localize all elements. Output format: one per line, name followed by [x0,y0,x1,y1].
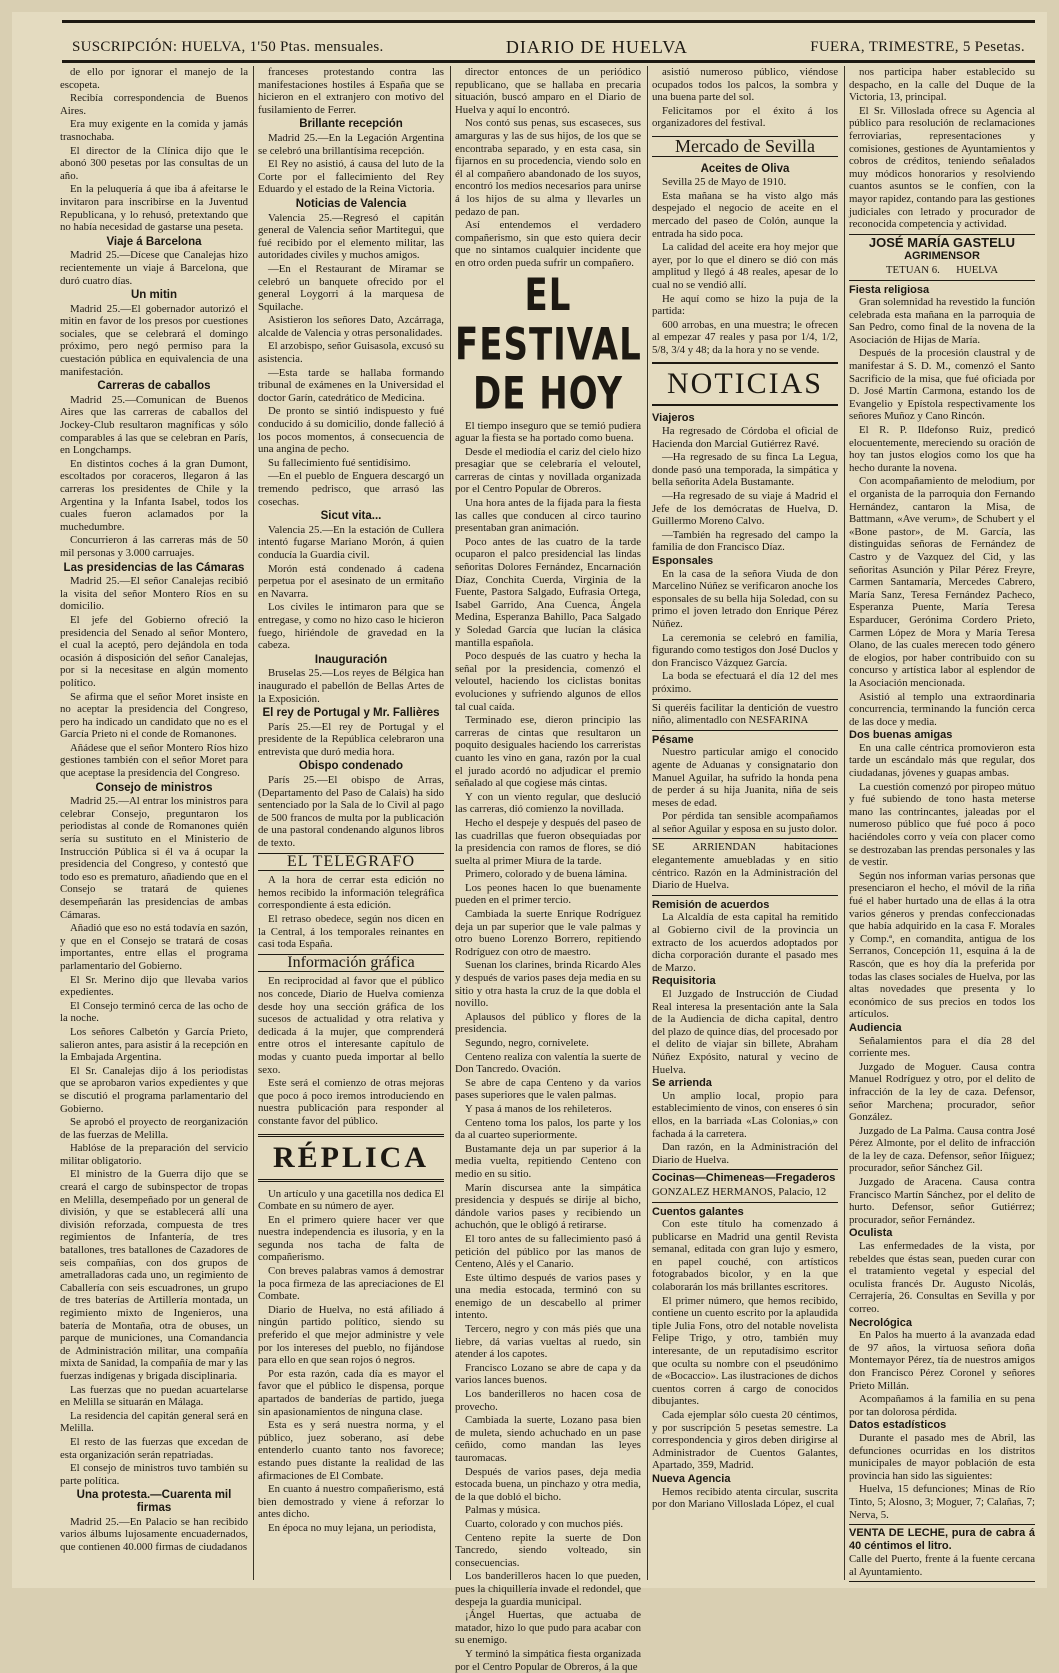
article-text: Desde el mediodía el cariz del cielo hizo presagiar que se celebraría el veloutel, carreras de cintas y novillada organizada por el Centro Popular de Obreros. [455,445,641,496]
article-text: Bustamante deja un par superior á la media vuelta, repitiendo Centeno con medio en su sitio. [455,1142,641,1180]
section-heading: Obispo condenado [298,760,404,773]
article-text: Poco antes de las cuatro de la tarde ocuparon el palco presidencial las lindas señoritas Dolores Fernández, Encarnación Díaz, Conchita Cuerda, Virginia de la Fuente, Pastora Salgado, Eufrasia Ortega, Isabel Garrido, Ana Cuenca, Ángela Medina, Esperanza Bahillo, Paca Salgado y Soledad García que lucían la clásica mantilla española. [455,535,641,649]
article-text: Se abre de capa Centeno y da varios pases superiores que le valen palmas. [455,1076,641,1102]
article-text: Ha regresado de Córdoba el oficial de Hacienda don Marcial Gutiérrez Ravé. [652,425,838,450]
article-text: La Alcaldía de esta capital ha remitido al Gobierno civil de la provincia un extracto de los acuerdos adoptados por dicha corporación durante el pasado mes de Marzo. [652,911,838,974]
article-text: Nos contó sus penas, sus escaseces, sus amarguras y las de sus hijos, de los que se encontraba separado, y en esta casa, sin fijarnos en su procedencia, viendo solo en él al compañero abandonado de los suyos, encontró los medios necesarios para unirse á los hijos de su alma y llevarles un pedazo de pan. [455,117,641,218]
article-text: Así entendemos el verdadero compañerismo, sin que esto quiera decir que no sintamos cualquier incidente que en otro orden pueda sufrir un compañero. [455,219,641,269]
leche-ad [849,1524,1035,1582]
section-heading: Aceites de Oliva [700,162,790,175]
article-text: Los peones hacen lo que buenamente pueden en el primer tercio. [455,881,641,907]
article-text: Juzgado de Moguer. Causa contra Manuel Rodríguez y otro, por el delito de infracción de la ley de caza. Defensor, señor Marchena; procurador, señor González. [849,1060,1035,1124]
article-text: Los banderilleros hacen lo que pueden, pues la chiquillería invade el redondel, que despeja la guardia municipal. [455,1570,641,1608]
article-text: Una hora antes de la fijada para la fiesta las calles que conducen al circo taurino presentaban gran animación. [455,497,641,535]
ad-text: Si queréis facilitar la dentición de vuestro niño, alimentadlo con NESFARINA [652,701,838,727]
ad-text: JOSÉ MARÍA GASTELU [868,234,1016,250]
article-text: Dan razón, en la Administración del Diario de Huelva. [652,1141,838,1166]
article-text: Los señores Calbetón y García Prieto, salieron antes, para asistir á la recepción en la Embajada Argentina. [60,1025,248,1064]
article-text: Con breves palabras vamos á demostrar la poca firmeza de las apreciaciones de El Combate. [258,1265,444,1303]
article-text: Primero, colorado y de buena lámina. [465,868,628,881]
section-heading: Requisitoria [652,975,716,988]
article-text: El primer número, que hemos recibido, contiene un cuento escrito por la aplaudida tiple Julia Fons, otro del notable novelista Felipe Trigo, y otro, también muy interesante, de un reputadísimo escritor que oculta su nombre con el pseudónimo de «Bocaccio». Las ilustraciones de dichos cuentos corren á cargo de conocidos dibujantes. [652,1294,838,1408]
article-text: Y pasa á manos de los rehileteros. [465,1102,612,1115]
article-text: En la peluquería á que iba á afeitarse le invitaron para inscribirse en la Juventud Republicana, y lo rehusó, pretextando que no había necesidad de gastarse una peseta. [60,183,248,234]
article-text: Recibía correspondencia de Buenos Aires. [60,92,248,117]
telegraph-heading: EL TELEGRAFO [258,853,444,872]
article-text: Madrid 25.—Dícese que Canalejas hizo recientemente un viaje á Barcelona, que duró cuatro días. [60,249,248,287]
article-text: Huelva, 15 defunciones; Minas de Río Tinto, 5; Alosno, 3; Moguer, 7; Calañas, 7; Nerva, 5. [849,1483,1035,1521]
column-separator [450,66,451,1580]
article-text: En Palos ha muerto á la avanzada edad de 97 años, la virtuosa señora doña Montemayor Pérez, tía de nuestros amigos don Francisco Pérez Coronel y señores Prieto Millán. [849,1329,1035,1392]
article-text: La residencia del capitán general será en Melilla. [60,1409,248,1435]
article-text: Valencia 25.—Regresó el capitán general de Valencia señor Martitegui, que fué recibido por el elemento militar, las autoridades civiles y muchos amigos. [258,211,444,262]
section-heading: Audiencia [849,1021,902,1034]
festival-heading: EL FESTIVAL DE HOY [455,269,642,420]
article-text: París 25.—El rey de Portugal y el presidente de la República celebraron una entrevista que duró media hora. [258,720,444,758]
article-text: director entonces de un periódico republicano, que se hallaba en precaria situación, buscó amparo en el Diario de Huelva y aquí lo encontró. [455,66,641,116]
article-text: El toro antes de su fallecimiento pasó á petición del público por las manos de Centeno, Alés y el Canario. [455,1232,641,1271]
column-separator [253,66,254,1580]
article-text: Bruselas 25.—Los reyes de Bélgica han inaugurado el pabellón de Bellas Artes de la Exposición. [258,667,444,705]
header-rule [62,60,1035,63]
article-text: Después de varios pases, deja media estocada buena, un pinchazo y otra media, de la que dobló el bicho. [455,1465,641,1503]
article-text: Asistieron los señores Dato, Azcárraga, alcalde de Valencia y otras personalidades. [258,314,444,339]
article-text: Hablóse de la preparación del servicio militar obligatorio. [60,1142,248,1167]
article-text: Y con un viento regular, que deslució las carreras, dió comienzo la novillada. [455,790,641,816]
article-text: Madrid 25.—El gobernador autorizó el mitin en favor de los presos por cuestiones sociales, que se celebrará el domingo próximo, pero negó permiso para la cuestación pública en equivalencia de una manifestación. [60,302,248,378]
newspaper-page [12,12,1047,1673]
article-text: De pronto se sintió indispuesto y fué conducido á su domicilio, donde falleció á los pocos momentos, á consecuencia de una angina de pecho. [258,405,444,456]
article-text: Francisco Lozano se abre de capa y da varios lances buenos. [455,1361,641,1387]
article-text: El jefe del Gobierno ofreció la presidencia del Senado al señor Montero, el cual la aceptó, pero dejándola en toda ocasión á disposición del señor Canalejas, por si la necesitase en algún momento político. [60,613,248,689]
article-text: Las enfermedades de la vista, por rebeldes que éstas sean, pueden curar con el tratamiento vegetal y especial del oculista francés Dr. Augusto Nicolás, Cerrajería, 26. Consultas en Sevilla y por correo. [849,1240,1035,1315]
article-text: En una calle céntrica promovieron esta tarde un escándalo más que regular, dos ciudadanas, jóvenes y guapas ambas. [849,741,1035,780]
newspaper-title: DIARIO DE HUELVA [505,36,688,57]
article-text: Era muy exigente en la comida y jamás trasnochaba. [60,118,248,143]
article-text: Gran solemnidad ha revestido la función celebrada esta mañana en la parroquia de San Pedro, como final de la novena de la Asociación de Hijas de María. [849,296,1035,346]
article-text: Este último después de varios pases y una media estocada, terminó con su enemigo de un descabello al primer intento. [455,1271,641,1322]
article-text: El tiempo inseguro que se temió pudiera aguar la fiesta se ha portado como buena. [455,419,641,445]
article-text: Aplausos del público y flores de la presidencia. [455,1010,641,1036]
article-text: En el primero quiere hacer ver que nuestra independencia es ilusoria, y en la segunda nos tacha de falta de compañerismo. [258,1213,444,1264]
article-text: —En el pueblo de Enguera descargó un tremendo pedrisco, que arrasó las cosechas. [258,470,444,508]
article-text: La calidad del aceite era hoy mejor que ayer, por lo que el dinero se dió con más amplitud y llegó á 48 reales, apesar de lo cual no se vendió allí. [652,241,838,291]
section-heading: Noticias de Valencia [295,197,407,210]
article-text: Juzgado de Aracena. Causa contra Francisco Martín Sánchez, por el delito de hurto. Defensor, señor Gutiérrez; procurador, señor Fernández. [849,1176,1035,1226]
article-text: Concurrieron á las carreras más de 50 mil personas y 3.000 carruajes. [60,534,248,559]
article-text: —Ha regresado de su viaje á Madrid el Jefe de los demócratas de Huelva, D. Guillermo Moreno Calvo. [652,490,838,528]
column-4 [652,66,838,1580]
section-heading: Se arrienda [652,1077,712,1090]
article-text: La cuestión comenzó por piropeo mútuo y fué subiendo de tono hasta meterse mano las contrincantes, jaleadas por el numeroso público que fué poco á poco haciéndoles corro y veía con placer como se destrozaban las prendas personales y las de vestir. [849,780,1035,869]
gastelu-ad [849,234,1035,281]
column-1 [60,66,248,1580]
ad-text: Cocinas—Chimeneas—Fregaderos [652,1172,836,1185]
article-text: En la casa de la señora Viuda de don Marcelino Núñez se verificaron anoche los esponsales de su bella hija Soledad, con su primo el joven letrado don Enrique Pérez Núñez. [652,567,838,630]
article-text: Se afirma que el señor Moret insiste en no aceptar la presidencia del Congreso, pero ha indicado un candidato que no es el García Prieto ni el conde de Romanones. [60,690,248,741]
ad-text: SE ARRIENDAN habitaciones elegantemente amuebladas y en sitio céntrico. Razón en la Administración del Diario de Huelva. [652,841,838,892]
article-text: El Consejo terminó cerca de las ocho de la noche. [60,999,248,1025]
replica-heading: RÉPLICA [258,1134,444,1182]
article-text: —Ha regresado de su finca La Legua, donde pasó una temporada, la simpática y bella señorita Adela Bustamante. [652,451,838,489]
article-text: El R. P. Ildefonso Ruiz, predicó elocuentemente, mereciendo su oración de hoy tan justos elogios como los que ha hecho durante la novena. [849,424,1035,474]
article-text: Marín discursea ante la simpática presidencia y después se dirije al bicho, dándole varios pases y recibiendo un achuchón, que le obligó á retirarse. [455,1181,641,1232]
article-text: Cambiada la suerte, Lozano pasa bien de muleta, siendo achuchado en un pase ceñido, como mandan las leyes tauromacas. [455,1414,641,1464]
column-separator [647,66,648,1580]
article-text: Centeno realiza con valentía la suerte de Don Tancredo. Ovación. [455,1050,641,1076]
ad-text: AGRIMENSOR [904,250,980,263]
article-text: Madrid 25.—El señor Canalejas recibió la visita del señor Montero Ríos en su domicilio. [60,575,248,613]
column-2 [258,66,444,1580]
article-text: La ceremonia se celebró en familia, figurando como testigos don José Duclos y don Francisco Vázquez García. [652,631,838,669]
article-text: Madrid 25.—Al entrar los ministros para celebrar Consejo, preguntaron los periodistas al conde de Romanones quién sería su sustituto en el Ministerio de Instrucción Pública si él va á ocupar la presidencia del Congreso, y contestó que todo eso es prematuro, añadiendo que en el Consejo se tratará de quienes desempeñarán las presidencias de ambas Cámaras. [60,795,248,921]
article-text: nos participa haber establecido su despacho, en la calle del Duque de la Victoria, 13, principal. [849,66,1035,104]
section-heading: Oculista [849,1227,893,1240]
article-text: El Juzgado de Instrucción de Ciudad Real interesa la presentación ante la Sala de la Audiencia de dicha capital, dentro del plazo de quince días, del procesado por el delito de viajar sin billete, Abraham Núñez Expósito, natural y vecino de Huelva. [652,988,838,1076]
article-text: Hemos recibido atenta circular, suscrita por don Mariano Villoslada López, el cual [652,1485,838,1511]
section-heading: Fiesta religiosa [849,283,930,296]
article-text: Los banderilleros no hacen cosa de provecho. [455,1388,641,1413]
ad-text: GONZALEZ HERMANOS, Palacio, 12 [652,1185,827,1198]
article-text: Acompañamos á la familia en su pena por tan dolorosa pérdida. [849,1393,1035,1418]
top-rule [62,20,1035,23]
article-text: Con acompañamiento de melodium, por el organista de la parroquia don Fernando Hernández, cantaron la Misa, de Battmann, «Ave verum», de Schubert y el «Bone pastor», de M. García, las distinguidas señoras de Fernández de Castro y de Vazquez del Cid, y las señoritas Asunción y Pilar Pérez Freyre, Carmen Santamaría, Mercedes Cabrero, María Sanz, Teresa Fernández Pacheco, Esperanza Puente, María Teresa Esparducer, Gerónima Cordero Prieto, Carmen López de Mora y María Teresa Olano, de las cuales merecen todo género de elogios, por haber contribuido con su concurso y artística labor al esplendor de la Asociación mencionada. [849,475,1035,689]
column-3 [455,66,642,1673]
section-heading: Un mitin [131,289,177,302]
article-text: Centeno toma los palos, los parte y los da al cuarteo superiormente. [455,1116,641,1142]
article-text: Felicitamos por el éxito á los organizadores del festival. [652,104,838,130]
article-text: El director de la Clínica dijo que le abonó 300 pesetas por las consultas de un año. [60,144,248,182]
article-text: Nuestro particular amigo el conocido agente de Aduanas y consignatario don Manuel Aguilar, ha sufrido la honda pena de perder á su hija Juanita, niña de seis meses de edad. [652,746,838,809]
ad-text: Calle del Puerto, frente á la fuente cercana al Ayuntamiento. [849,1553,1035,1578]
article-text: Madrid 25.—En Palacio se han recibido varios álbums lujosamente encuadernados, que contienen 40.000 firmas de ciudadanos [60,1515,248,1553]
article-text: El ministro de la Guerra dijo que se creará el cargo de subinspector de tropas en Melilla, desempeñado por un general de división, y que se establecerá allí una división reforzada, compuesta de tres regimientos de Infantería, de tres batallones, tres batallones de Cazadores de seis compañías, con dos grupos de ametralladoras cada uno, un regimiento de Caballería con seis escuadrones, un grupo de tres baterías de Artillería montada, un regimiento mixto de Ingenieros, una batería de Montaña, otra de obuses, un parque de municiones, una Comandancia de Administración militar, una compañía mixta de Sanidad, la compañía de mar y las fuerzas indígenas y brigada disciplinaria. [60,1168,248,1382]
article-text: El retraso obedece, según nos dicen en la Central, á los temporales reinantes en casi toda España. [258,913,444,951]
section-heading: Sicut vita... [320,510,382,523]
ad-city: HUELVA [956,263,999,276]
section-heading: Remisión de acuerdos [652,898,770,911]
article-text: Palmas y música. [465,1504,541,1517]
section-heading: Cuentos galantes [652,1205,744,1218]
section-heading: Nueva Agencia [652,1472,731,1485]
article-text: La boda se efectuará el día 12 del mes próximo. [652,670,838,695]
article-text: Y terminó la simpática fiesta organizada por el Centro Popular de Obreros, á la que [455,1647,641,1673]
masthead [72,35,1025,59]
section-heading: Consejo de ministros [95,781,213,794]
nesfarina-ad [652,699,838,731]
article-text: A la hora de cerrar esta edición no hemos recibido la información telegráfica correspondiente á esta edición. [258,874,444,912]
article-text: París 25.—El obispo de Arras, (Departamento del Paso de Calais) ha sido sentenciado por la Sala de lo Civil al pago de 500 francos de multa por la publicación de una pastoral condenando algunos libros de texto. [258,774,444,850]
mercado-heading: Mercado de Sevilla [652,136,838,157]
article-text: —En el Restaurant de Miramar se celebró un banquete ofrecido por el general Loygorri á la marquesa de Squilache. [258,262,444,313]
article-text: Señalamientos para el día 28 del corriente mes. [849,1034,1035,1060]
ad-text [849,264,1035,277]
gonzalez-ad [652,1169,838,1202]
article-text: El arzobispo, señor Guisasola, excusó su asistencia. [258,340,445,366]
article-text: Suenan los clarines, brinda Ricardo Ales y después de varios pases deja media en su sitio y otra hasta la cruz de la que dobla el novillo. [455,959,641,1010]
article-text: Un artículo y una gacetilla nos dedica El Combate en su número de ayer. [258,1187,444,1213]
article-text: Se aprobó el proyecto de reorganización de las fuerzas de Melilla. [60,1116,248,1141]
section-heading: Pésame [652,733,694,746]
section-heading: Brillante recepción [299,118,403,131]
article-text: El Sr. Villoslada ofrece su Agencia al público para resolución de reclamaciones ferroviarias, representaciones y comisiones, gestiones de Ayuntamientos y cobros de créditos, teniendo señalados muy módicos honorarios y resolviendo cuantos asuntos se le confíen, con la mayor rapidez, contando para las gestiones judiciales con letrado y procurador de reconocida competencia y actividad. [849,104,1035,231]
article-text: Esta es y será nuestra norma, y el público, juez soberano, así debe entenderlo cuanto tanto nos favorece; estando pues distante la realidad de las afirmaciones de El Combate. [258,1419,444,1482]
article-text: franceses protestando contra las manifestaciones hostiles á España que se hicieron en el extranjero con motivo del fusilamiento de Ferrer. [258,66,444,116]
article-text: Añádese que el señor Montero Ríos hizo gestiones también con el señor Moret para que aceptase la presidencia del Congreso. [60,741,248,780]
info-grafica-heading: Información gráfica [258,954,444,973]
article-text: asistió numeroso público, viéndose ocupados todos los palcos, la sombra y una buena parte del sol. [652,66,838,104]
article-text: de ello por ignorar el manejo de la escopeta. [60,66,248,91]
article-text: En época no muy lejana, un periodista, [268,1521,436,1534]
article-text: Tercero, negro y con más piés que una liebre, dá varias vueltas al ruedo, sin atender á los capotes. [455,1323,641,1361]
section-heading: Esponsales [652,555,714,567]
article-text: He aquí como se hizo la puja de la partida: [652,292,838,318]
article-text: Segundo, negro, cornivelete. [465,1037,589,1049]
article-text: Juzgado de La Palma. Causa contra José Pérez Almonte, por el delito de infracción de la ley de caza. Defensor, señor Iñiguez; procurador, señor Sánchez Gil. [849,1124,1035,1175]
article-text: Añadió que eso no está todavía en sazón, y que en el Consejo se tratará de cosas importantes, entre ellas el programa parlamentario del Gobierno. [60,922,248,972]
article-text: Poco después de las cuatro y hecha la señal por la presidencia, comenzó el veloutel, haciendo los ciclistas bonitas evoluciones y sufriendo algunos de ellos tal cual caída. [455,650,641,713]
article-text: El Rey no asistió, á causa del luto de la Corte por el fallecimiento del Rey Eduardo y el estado de la Reina Victoria. [258,158,444,196]
noticias-heading: NOTICIAS [652,362,838,406]
article-text: El Sr. Canalejas dijo á los periodistas que se aprobaron varios expedientes y que se discutió el programa parlamentario del Gobierno. [60,1064,248,1115]
article-text: En distintos coches á la gran Dumont, escoltados por coraceros, llegaron á las carreras los presidentes de Chile y la Argentina y la Infanta Isabel, todos los cuales fueron aclamados por la muchedumbre. [60,457,248,533]
article-text: Hecho el despeje y después del paseo de las cuadrillas que fueron obsequiadas por la presidencia con ramos de flores, se dió suelta al primer Miura de la tarde. [455,816,641,867]
article-text: Su fallecimiento fué sentidísimo. [268,456,411,469]
article-text: Madrid 25.—Comunican de Buenos Aires que las carreras de caballos del Jockey-Club resultaron magníficas y sólo comparables á las que se celebran en París, en Longchamps. [60,393,248,457]
article-text: Según nos informan varias personas que presenciaron el hecho, el móvil de la riña fué el haber hurtado una de ellas á la otra varios géneros y prendas confeccionadas que había adquirido en la casa F. Morales y Comp.ª, en comandita, antigua de los Serranos, Concepción 11, esquina á la de Rascón, que es hoy día la preferida por todas las clases sociales de Huelva, por las altas novedades que presenta y lo económico de sus precios en todos los artículos. [849,869,1035,1021]
article-text: Cuarto, colorado y con muchos piés. [465,1517,624,1530]
article-text: Por esta razón, cada día es mayor el favor que el público le dispensa, porque apartados de banderías de partido, juega sin apasionamientos de ninguna clase. [258,1367,444,1418]
article-text: Por pérdida tan sensible acompañamos al señor Aguilar y esposa en su justo dolor. [652,810,838,835]
article-text: Diario de Huelva, no está afiliado á ningún partido político, siendo su preferido el que mejor administre y vele por los intereses del pueblo, no fijándose para ello en que sean rojos ó negros. [258,1303,444,1367]
subscription-local: SUSCRIPCIÓN: HUELVA, 1'50 Ptas. mensuales. [72,38,384,55]
article-text: Un amplio local, propio para establecimiento de vinos, con enseres ó sin ellos, en la barriada «Las Colonias,» con fachada á la carretera. [652,1089,838,1140]
article-text: Con este título ha comenzado á publicarse en Madrid una gentil Revista semanal, editada con gran lujo y esmero, en papel couché, con artísticos fotograbados bicolor, y en la que colaborarán los más brillantes escritores. [652,1218,838,1294]
article-text: —También ha regresado del campo la familia de don Francisco Díaz. [652,528,838,554]
section-heading: Viajeros [652,412,695,425]
rent-ad [652,838,838,895]
article-text: Esta mañana se ha visto algo más despejado el negocio de aceite en el mercado del paseo de Colón, aunque la entrada ha sido poca. [652,189,838,240]
article-text: Después de la procesión claustral y de manifestar á S. D. M., comenzó el Santo Sacrificio de la misa, que fué oficiada por D. José Martín Carmona, estando los de Evangelio y Epístola respectivamente los señores Muñoz y Cano Rincón. [849,347,1035,423]
article-text: Durante el pasado mes de Abril, las defunciones ocurridas en los distritos municipales de mayor población de esta provincia han sido las siguientes: [849,1431,1035,1482]
article-text: —Esta tarde se hallaba formando tribunal de exámenes en la Universidad el doctor Garín, catedrático de Medicina. [258,366,444,404]
ad-address: TETUAN 6. [885,263,940,276]
section-heading: Datos estadísticos [849,1419,947,1432]
section-heading: Una protesta.—Cuarenta mil firmas [76,1489,232,1514]
section-heading: Inauguración [314,653,388,666]
article-text: Terminado ese, dieron principio las carreras de cintas que resultaron un poquito desiguales haciendo los carreristas cuanto les vino en gana, razón por la cual el jurado acordó no adjudicar el premio señalado al que cogiese más cintas. [455,714,641,790]
article-text: Los civiles le intimaron para que se entregase, y como no hizo caso le hicieron fuego, hiriéndole de gravedad en la cabeza. [258,601,444,652]
section-heading: Necrológica [849,1316,912,1329]
article-text: Las fuerzas que no puedan acuartelarse en Melilla se situarán en Málaga. [60,1383,248,1409]
article-text: El resto de las fuerzas que excedan de esta organización serán repatriadas. [60,1435,248,1461]
article-text: En cuanto á nuestro compañerismo, está bien demostrado y viene á reforzar lo antes dicho. [258,1483,444,1521]
article-text: Centeno repite la suerte de Don Tancredo, siendo volteado, sin consecuencias. [455,1531,641,1569]
section-heading: El rey de Portugal y Mr. Fallières [262,707,440,720]
column-5 [849,66,1035,1580]
article-text: El Sr. Merino dijo que llevaba varios expedientes. [60,973,248,999]
ad-text: VENTA DE LECHE, pura de cabra á 40 céntimos el litro. [849,1527,1035,1552]
article-text: Morón está condenado á cadena perpetua por el asesinato de un ermitaño en Navarra. [258,562,444,600]
article-text: Asistió al templo una extraordinaria concurrencia, terminando la función cerca de las doce y media. [849,690,1035,728]
article-text: Cambiada la suerte Enrique Rodríguez deja un par superior que le vale palmas y otro bueno Lorenzo Borrero, repitiendo Rodríguez con otro de maestro. [455,908,641,958]
section-heading: Las presidencias de las Cámaras [63,561,245,574]
article-text: Madrid 25.—En la Legación Argentina se celebró una brillantísima recepción. [258,131,444,157]
article-text: En reciprocidad al favor que el público nos concede, Diario de Huelva comienza desde hoy una sección gráfica de los sucesos de actualidad y otra relativa y dedicada á la mujer, que comprenderá entre otros el interesante capítulo de modas y cuanto pueda importar al bello sexo. [258,975,444,1076]
article-text: Sevilla 25 de Mayo de 1910. [662,176,787,189]
column-separator [844,66,845,1580]
section-heading: Viaje á Barcelona [106,235,202,248]
section-heading: Carreras de caballos [97,380,211,393]
subscription-outside: FUERA, TRIMESTRE, 5 Pesetas. [810,38,1025,55]
article-text: El consejo de ministros tuvo también su parte política. [60,1462,248,1487]
section-heading: Dos buenas amigas [849,729,953,742]
article-text: 600 arrobas, en una muestra; le ofrecen al empezar 47 reales y pasa por 1/4, 1/2, 5/8, 3/4 y 48; da la hora y no se vende. [652,318,838,356]
article-text: Valencia 25.—En la estación de Cullera intentó fugarse Mariano Morón, á quien conducía la Guardia civil. [258,523,444,561]
article-text: Cada ejemplar sólo cuesta 20 céntimos, y por suscripción 5 pesetas semestre. La correspondencia y giros deben dirigirse al Administrador de Cuentos Galantes, Apartado, 359, Madrid. [652,1409,838,1472]
article-text: ¡Ángel Huertas, que actuaba de matador, hizo lo que pudo para acabar con su enemigo. [455,1609,641,1647]
article-text: Este será el comienzo de otras mejoras que poco á poco iremos introduciendo en nuestra publicación para responder al constante favor del público. [258,1077,444,1127]
